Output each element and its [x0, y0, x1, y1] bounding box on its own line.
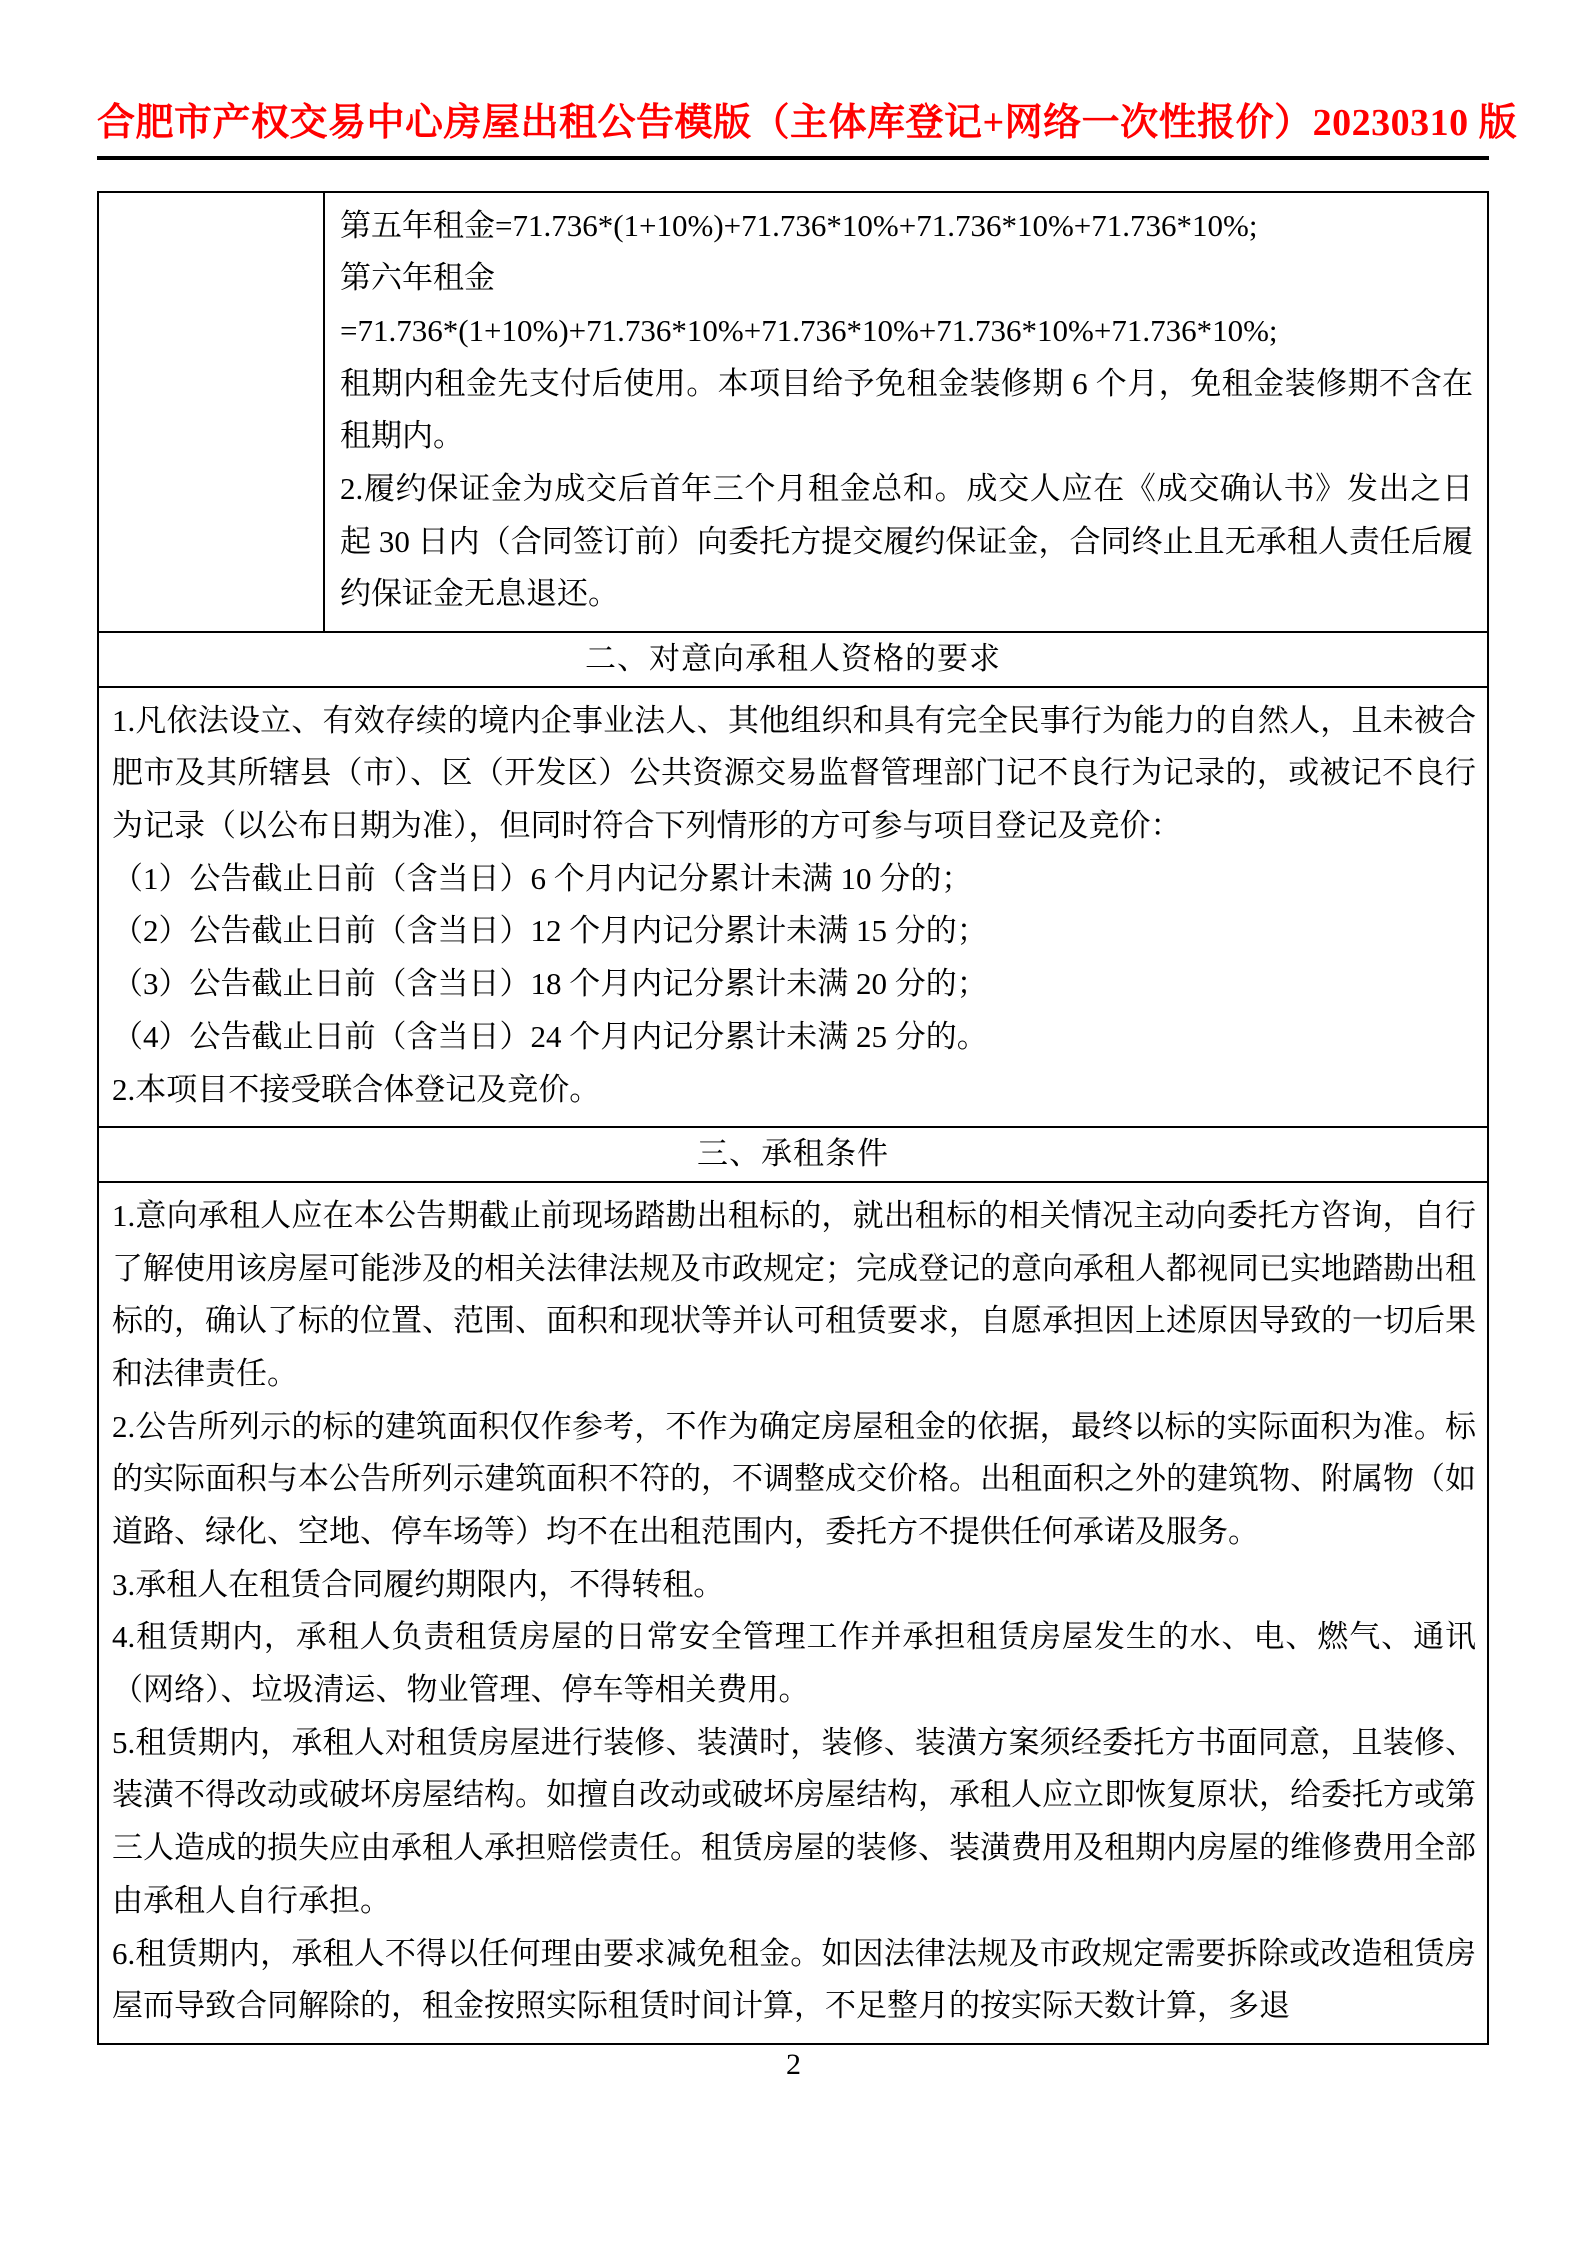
- section2-item-1-sub4: （4）公告截止日前（含当日）24 个月内记分累计未满 25 分的。: [112, 1018, 988, 1054]
- document-page: [97, 0, 1518, 2045]
- rent-terms-content-cell: [325, 193, 1487, 632]
- section2-item-1-sub3: （3）公告截止日前（含当日）18 个月内记分累计未满 20 分的；: [112, 966, 988, 1002]
- rent-terms-row: [99, 193, 1487, 632]
- section2-heading-row: [99, 631, 1487, 686]
- section3-item-6: 6.租赁期内，承租人不得以任何理由要求减免租金。如因法律法规及市政规定需要拆除或改造租赁房屋而导致合同解除的，租金按照实际租赁时间计算，不足整月的按实际天数计算，多退: [112, 1935, 1476, 2024]
- section3-item-4: 4.租赁期内，承租人负责租赁房屋的日常安全管理工作并承担租赁房屋发生的水、电、燃气、通讯（网络）、垃圾清运、物业管理、停车等相关费用。: [112, 1619, 1476, 1708]
- header-rule: [97, 156, 1489, 160]
- rent-formula-year6: =71.736*(1+10%)+71.736*10%+71.736*10%+71.736*10%+71.736*10%;: [340, 312, 1278, 348]
- section2-heading: 二、对意向承租人资格的要求: [585, 641, 1001, 676]
- section3-content-row: [99, 1181, 1487, 2043]
- section2-item-1-sub1: （1）公告截止日前（含当日）6 个月内记分累计未满 10 分的；: [112, 860, 973, 896]
- rent-formula-year5: 第五年租金=71.736*(1+10%)+71.736*10%+71.736*10%+71.736*10%;: [340, 207, 1258, 243]
- section2-item-2: 2.本项目不接受联合体登记及竞价。: [112, 1071, 601, 1107]
- performance-bond-note: 2.履约保证金为成交后首年三个月租金总和。成交人应在《成交确认书》发出之日起 30 日内（合同签订前）向委托方提交履约保证金，合同终止且无承租人责任后履约保证金无息退还。: [340, 470, 1473, 612]
- rent-terms-label-cell: [99, 193, 325, 632]
- section3-item-1: 1.意向承租人应在本公告期截止前现场踏勘出租标的，就出租标的相关情况主动向委托方咨询，自行了解使用该房屋可能涉及的相关法律法规及市政规定；完成登记的意向承租人都视同已实地踏勘出租标的，确认了标的位置、范围、面积和现状等并认可租赁要求，自愿承担因上述原因导致的一切后果和法律责任。: [112, 1197, 1476, 1391]
- document-title: 合肥市产权交易中心房屋出租公告模版（主体库登记+网络一次性报价）20230310 版: [97, 102, 1518, 144]
- section3-heading-row: [99, 1126, 1487, 1181]
- announcement-table: [97, 191, 1489, 2045]
- page-number: 2: [786, 2048, 801, 2081]
- section2-item-1: 1.凡依法设立、有效存续的境内企事业法人、其他组织和具有完全民事行为能力的自然人，且未被合肥市及其所辖县（市）、区（开发区）公共资源交易监督管理部门记不良行为记录的，或被记不良行为记录（以公布日期为准），但同时符合下列情形的方可参与项目登记及竞价：: [112, 702, 1476, 844]
- section2-content-row: [99, 686, 1487, 1127]
- section3-heading: 三、承租条件: [697, 1136, 889, 1172]
- section3-item-2: 2.公告所列示的标的建筑面积仅作参考，不作为确定房屋租金的依据，最终以标的实际面积为准。标的实际面积与本公告所列示建筑面积不符的，不调整成交价格。出租面积之外的建筑物、附属物（如道路、绿化、空地、停车场等）均不在出租范围内，委托方不提供任何承诺及服务。: [112, 1408, 1476, 1549]
- section2-item-1-sub2: （2）公告截止日前（含当日）12 个月内记分累计未满 15 分的；: [112, 913, 988, 949]
- section3-item-3: 3.承租人在租赁合同履约期限内，不得转租。: [112, 1566, 725, 1602]
- section3-item-5: 5.租赁期内，承租人对租赁房屋进行装修、装潢时，装修、装潢方案须经委托方书面同意，且装修、装潢不得改动或破坏房屋结构。如擅自改动或破坏房屋结构，承租人应立即恢复原状，给委托方或第三人造成的损失应由承租人承担赔偿责任。租赁房屋的装修、装潢费用及租期内房屋的维修费用全部由承租人自行承担。: [112, 1724, 1476, 1918]
- rent-payment-note: 租期内租金先支付后使用。本项目给予免租金装修期 6 个月，免租金装修期不含在租期内。: [340, 365, 1473, 454]
- rent-formula-year6-label: 第六年租金: [340, 260, 495, 296]
